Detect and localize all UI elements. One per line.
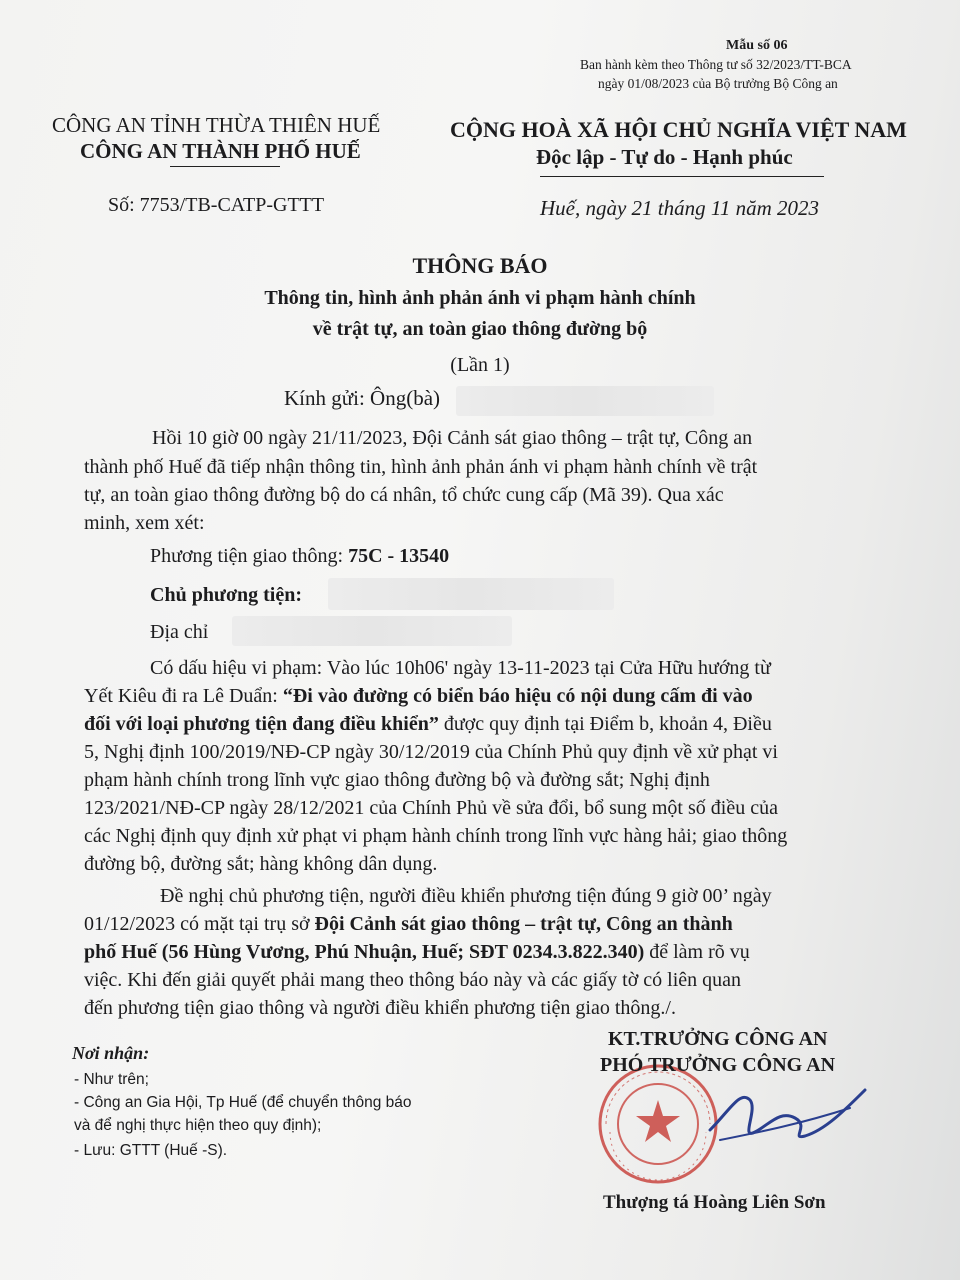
document-number: Số: 7753/TB-CATP-GTTT bbox=[108, 194, 325, 216]
paragraph-line: thành phố Huế đã tiếp nhận thông tin, hình ảnh phản ánh vi phạm hành chính về trật bbox=[84, 456, 758, 478]
violation-line: phạm hành chính trong lĩnh vực giao thông đường bộ và đường sắt; Nghị định bbox=[84, 769, 710, 791]
request-line bbox=[84, 941, 750, 964]
redacted-address bbox=[232, 616, 512, 646]
violation-line: các Nghị định quy định xử phạt vi phạm hành chính trong lĩnh vực hàng hải; giao thông bbox=[84, 825, 788, 847]
signature-title-2: PHÓ TRƯỞNG CÔNG AN bbox=[600, 1054, 836, 1076]
vehicle-line bbox=[150, 545, 449, 568]
owner-label: Chủ phương tiện: bbox=[150, 584, 303, 606]
notice-times: (Lần 1) bbox=[450, 354, 510, 376]
redacted-name bbox=[456, 386, 714, 416]
document-subtitle-1: Thông tin, hình ảnh phản ánh vi phạm hành chính bbox=[264, 287, 696, 309]
place-date: Huế, ngày 21 tháng 11 năm 2023 bbox=[540, 196, 819, 220]
form-note-line-2: ngày 01/08/2023 của Bộ trưởng Bộ Công an bbox=[598, 76, 838, 91]
address-label: Địa chỉ bbox=[150, 621, 209, 643]
salutation: Kính gửi: Ông(bà) bbox=[284, 386, 441, 410]
paragraph-line: minh, xem xét: bbox=[84, 512, 205, 534]
recipient-item: và để nghị thực hiện theo quy định); bbox=[74, 1117, 322, 1134]
violation-content: “Đi vào đường có biển báo hiệu có nội dung cấm đi vào bbox=[282, 685, 753, 707]
document-title: THÔNG BÁO bbox=[412, 253, 548, 278]
recipients-title: Nơi nhận: bbox=[72, 1043, 150, 1063]
request-line bbox=[84, 913, 733, 936]
agency-parent: CÔNG AN TỈNH THỪA THIÊN HUẾ bbox=[52, 113, 381, 137]
request-text: 01/12/2023 có mặt tại trụ sở bbox=[84, 913, 315, 935]
violation-line: đường bộ, đường sắt; hàng không dân dụng. bbox=[84, 853, 438, 875]
signer-name: Thượng tá Hoàng Liên Sơn bbox=[603, 1192, 826, 1213]
violation-line: 5, Nghị định 100/2019/NĐ-CP ngày 30/12/2019 của Chính Phủ quy định về xử phạt vi bbox=[84, 741, 778, 763]
violation-line: 123/2021/NĐ-CP ngày 28/12/2021 của Chính Phủ về sửa đổi, bổ sung một số điều của bbox=[84, 797, 778, 819]
recipient-item: - Như trên; bbox=[74, 1071, 149, 1088]
violation-line: Có dấu hiệu vi phạm: Vào lúc 10h06' ngày 13-11-2023 tại Cửa Hữu hướng từ bbox=[150, 657, 771, 679]
motto-underline bbox=[540, 176, 824, 177]
vehicle-label: Phương tiện giao thông: bbox=[150, 545, 349, 567]
violation-legal-ref: được quy định tại Điểm b, khoản 4, Điều bbox=[438, 713, 772, 735]
form-number: Mẫu số 06 bbox=[726, 38, 788, 53]
violation-line bbox=[84, 713, 772, 736]
request-office: Đội Cảnh sát giao thông – trật tự, Công an thành bbox=[314, 913, 733, 935]
agency-underline bbox=[170, 166, 280, 167]
violation-location: Yết Kiêu đi ra Lê Duẩn: bbox=[84, 685, 283, 707]
request-office-address: phố Huế (56 Hùng Vương, Phú Nhuận, Huế; SĐT 0234.3.822.340) bbox=[84, 941, 645, 963]
redacted-owner bbox=[328, 578, 614, 610]
signature-title-1: KT.TRƯỞNG CÔNG AN bbox=[608, 1028, 828, 1050]
form-note-line-1: Ban hành kèm theo Thông tư số 32/2023/TT-BCA bbox=[580, 57, 852, 72]
request-line: đến phương tiện giao thông và người điều khiển phương tiện giao thông./. bbox=[84, 997, 676, 1019]
request-text: để làm rõ vụ bbox=[644, 941, 750, 963]
republic-name: CỘNG HOÀ XÃ HỘI CHỦ NGHĨA VIỆT NAM bbox=[450, 117, 907, 142]
handwritten-signature bbox=[700, 1070, 870, 1160]
request-line: Đề nghị chủ phương tiện, người điều khiển phương tiện đúng 9 giờ 00’ ngày bbox=[160, 885, 772, 907]
recipient-item: - Lưu: GTTT (Huế -S). bbox=[74, 1142, 228, 1159]
violation-content-end: đối với loại phương tiện đang điều khiển” bbox=[84, 713, 439, 735]
vehicle-plate: 75C - 13540 bbox=[348, 545, 450, 567]
document-subtitle-2: về trật tự, an toàn giao thông đường bộ bbox=[312, 318, 648, 340]
agency-name: CÔNG AN THÀNH PHỐ HUẾ bbox=[80, 139, 361, 163]
violation-line bbox=[84, 685, 753, 708]
request-line: việc. Khi đến giải quyết phải mang theo thông báo này và các giấy tờ có liên quan bbox=[84, 969, 742, 991]
paragraph-line: tự, an toàn giao thông đường bộ do cá nhân, tổ chức cung cấp (Mã 39). Qua xác bbox=[84, 484, 724, 506]
national-motto: Độc lập - Tự do - Hạnh phúc bbox=[536, 145, 793, 169]
paragraph-line: Hồi 10 giờ 00 ngày 21/11/2023, Đội Cảnh sát giao thông – trật tự, Công an bbox=[152, 427, 753, 449]
recipient-item: - Công an Gia Hội, Tp Huế (để chuyển thông báo bbox=[74, 1094, 412, 1111]
